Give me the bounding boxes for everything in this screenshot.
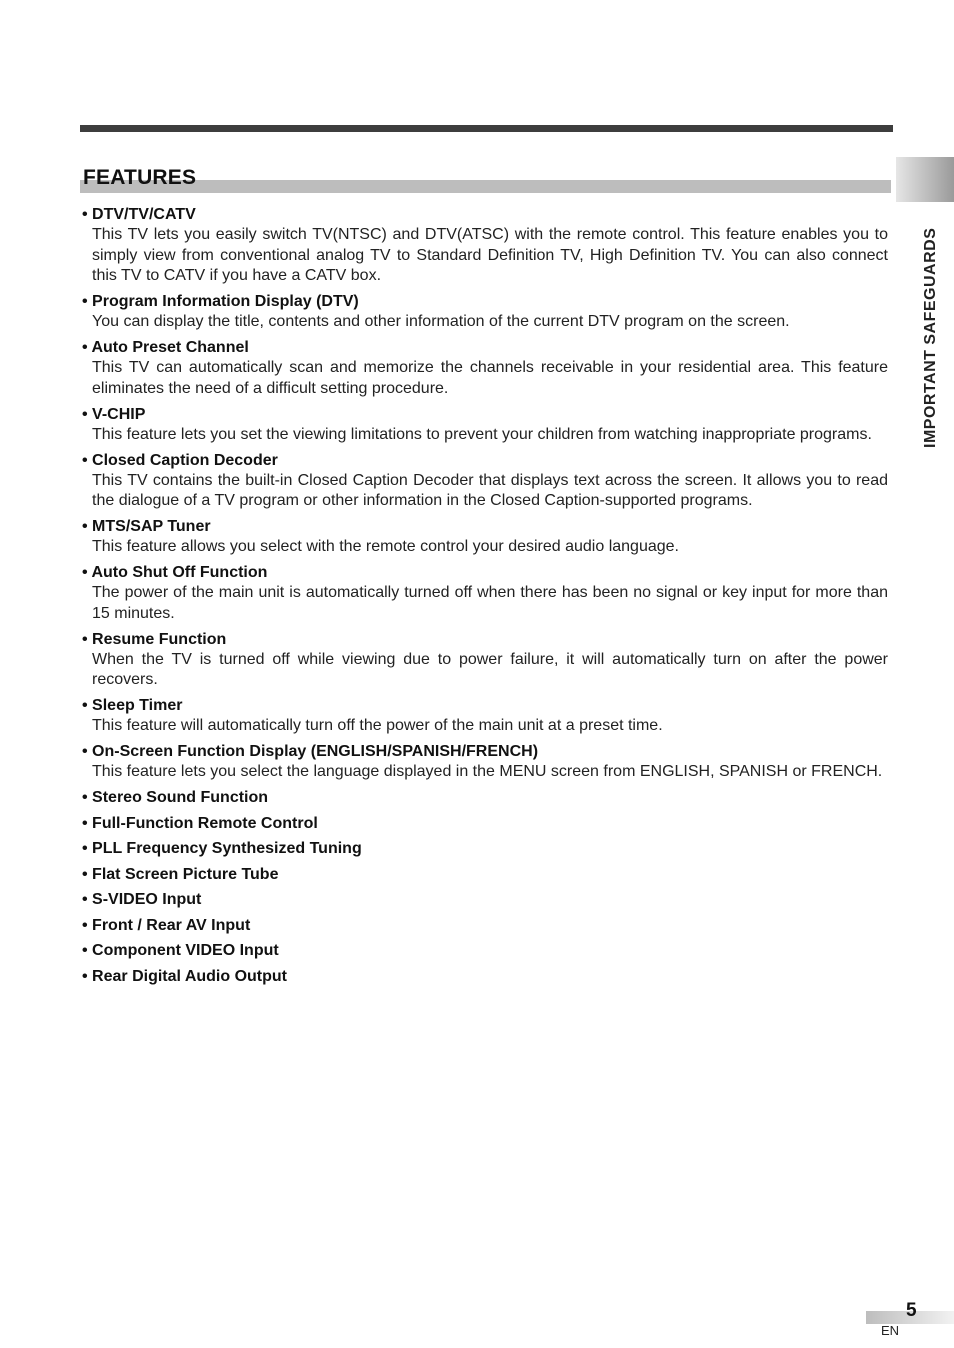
feature-title: • Sleep Timer bbox=[82, 697, 183, 714]
feature-title: • MTS/SAP Tuner bbox=[82, 518, 211, 535]
feature-item bbox=[82, 630, 888, 691]
feature-title: • Rear Digital Audio Output bbox=[82, 967, 287, 985]
feature-title: • Program Information Display (DTV) bbox=[82, 293, 359, 310]
top-rule bbox=[80, 125, 893, 132]
feature-item bbox=[82, 292, 888, 333]
feature-title: • Resume Function bbox=[82, 630, 227, 648]
feature-description: This TV contains the built-in Closed Caption Decoder that displays text across the screen. It allows you to read the dialogue of a TV program or other information in the Closed Caption-supported programs. bbox=[92, 471, 888, 509]
side-tab bbox=[896, 157, 954, 202]
feature-item bbox=[82, 865, 888, 885]
feature-item bbox=[82, 696, 888, 737]
feature-description: The power of the main unit is automatically turned off when there has been no signal or key input for more than 15 minutes. bbox=[92, 584, 888, 622]
feature-title: • Full-Function Remote Control bbox=[82, 814, 318, 832]
feature-item bbox=[82, 742, 888, 783]
features-list bbox=[82, 205, 888, 992]
feature-title: • On-Screen Function Display (ENGLISH/SPANISH/FRENCH) bbox=[82, 743, 539, 760]
side-section-label: IMPORTANT SAFEGUARDS bbox=[922, 227, 939, 448]
feature-item bbox=[82, 814, 888, 834]
feature-item bbox=[82, 839, 888, 859]
heading-band bbox=[80, 180, 891, 193]
feature-title: • Closed Caption Decoder bbox=[82, 451, 278, 469]
feature-title: • PLL Frequency Synthesized Tuning bbox=[82, 840, 362, 857]
feature-description: This feature lets you set the viewing limitations to prevent your children from watching inappropriate programs. bbox=[92, 425, 872, 443]
feature-description: This TV lets you easily switch TV(NTSC) and DTV(ATSC) with the remote control. This feature enables you to simply view from conventional analog TV to Standard Definition TV, High Definition TV. You can also connect this TV to CATV if you have a CATV box. bbox=[92, 226, 888, 284]
feature-title: • Front / Rear AV Input bbox=[82, 916, 251, 934]
feature-item bbox=[82, 517, 888, 558]
feature-description: When the TV is turned off while viewing due to power failure, it will automatically turn on after the power recovers. bbox=[92, 650, 888, 688]
feature-title: • Flat Screen Picture Tube bbox=[82, 865, 279, 883]
page-language: EN bbox=[881, 1323, 900, 1338]
feature-item bbox=[82, 338, 888, 399]
feature-title: • Stereo Sound Function bbox=[82, 789, 269, 806]
feature-description: You can display the title, contents and other information of the current DTV program on the screen. bbox=[92, 313, 790, 330]
feature-description: This feature allows you select with the remote control your desired audio language. bbox=[92, 538, 679, 555]
feature-title: • S-VIDEO Input bbox=[82, 891, 202, 908]
feature-item bbox=[82, 405, 888, 446]
feature-item bbox=[82, 451, 888, 512]
feature-item bbox=[82, 563, 888, 624]
feature-item bbox=[82, 890, 888, 910]
feature-item bbox=[82, 788, 888, 808]
section-title: FEATURES bbox=[83, 166, 197, 189]
feature-description: This TV can automatically scan and memorize the channels receivable in your residential area. This feature eliminates the need of a difficult setting procedure. bbox=[92, 359, 888, 397]
feature-item bbox=[82, 967, 888, 987]
feature-item bbox=[82, 205, 888, 287]
feature-description: This feature lets you select the language displayed in the MENU screen from ENGLISH, SPANISH or FRENCH. bbox=[92, 763, 883, 780]
feature-title: • Auto Preset Channel bbox=[82, 339, 249, 356]
feature-description: This feature will automatically turn off the power of the main unit at a preset time. bbox=[92, 717, 663, 734]
feature-item bbox=[82, 916, 888, 936]
feature-title: • Auto Shut Off Function bbox=[82, 564, 268, 581]
feature-title: • DTV/TV/CATV bbox=[82, 206, 196, 223]
feature-title: • V-CHIP bbox=[82, 405, 146, 423]
page-number: 5 bbox=[906, 1300, 917, 1321]
feature-item bbox=[82, 941, 888, 961]
feature-title: • Component VIDEO Input bbox=[82, 942, 279, 959]
